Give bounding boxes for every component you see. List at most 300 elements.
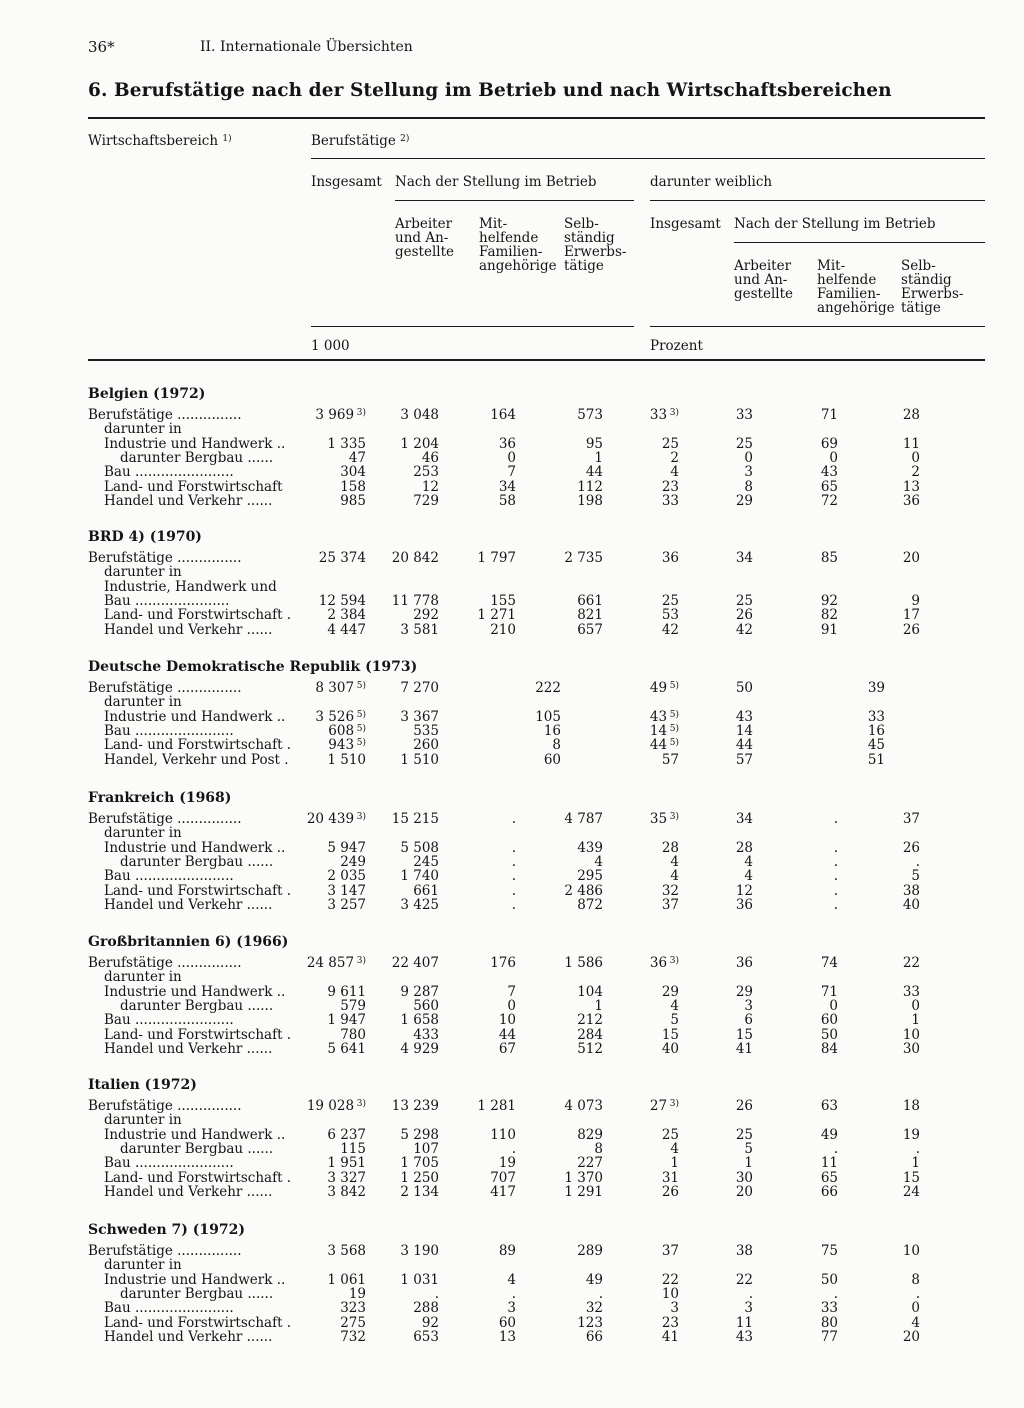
col-w-mithelfende-l2: helfende: [817, 272, 877, 288]
cell-value: 43 $^{5)}$: [649, 708, 679, 725]
cell-value: .: [511, 811, 516, 827]
cell-value: 41: [661, 1328, 679, 1345]
cell-value: 3: [744, 997, 753, 1014]
row-label: Land- und Forstwirtschaft .: [104, 607, 292, 624]
cell-value: 20: [902, 550, 920, 566]
cell-value: .: [833, 1285, 838, 1302]
cell-value: 9 611: [327, 983, 366, 1000]
cell-value: 37: [661, 1243, 679, 1259]
table-row: [0, 855, 1024, 869]
row-label: Bau .......................: [104, 868, 234, 885]
cell-value: 0: [829, 449, 838, 466]
cell-value: 75: [820, 1243, 838, 1259]
cell-value: 25: [661, 1126, 679, 1143]
cell-value: 1 510: [400, 751, 439, 768]
cell-value: 1 250: [400, 1169, 439, 1186]
cell-value: 4: [744, 868, 753, 885]
table-row: [0, 695, 1024, 709]
cell-value: 608 $^{5)}$: [328, 722, 366, 739]
cell-value: 41: [735, 1040, 753, 1057]
table-row: [0, 1128, 1024, 1142]
col-arbeiter-l2: und An-: [395, 230, 449, 246]
cell-value: 29: [735, 983, 753, 1000]
cell-value: 245: [413, 853, 439, 870]
cell-value: 0: [911, 1300, 920, 1317]
cell-value-combined: 33: [867, 708, 885, 725]
cell-value: .: [915, 1285, 920, 1302]
table-row: [0, 1171, 1024, 1185]
cell-value: 985: [340, 492, 366, 509]
table-row: [0, 551, 1024, 565]
cell-value: .: [833, 896, 838, 913]
cell-value: 821: [577, 607, 603, 624]
cell-value: 1: [911, 1012, 920, 1029]
cell-value: 33: [735, 407, 753, 423]
row-label: Industrie und Handwerk ..: [104, 839, 286, 856]
cell-value: 4: [670, 464, 679, 481]
cell-value: 25: [661, 435, 679, 452]
cell-value: 33: [820, 1300, 838, 1317]
cell-value: .: [511, 868, 516, 885]
table-row: [0, 408, 1024, 422]
cell-value: 36: [902, 492, 920, 509]
table-row: [0, 580, 1024, 594]
row-label: darunter in: [104, 1112, 182, 1129]
cell-value: 2 134: [400, 1183, 439, 1200]
cell-value: 1 061: [327, 1271, 366, 1288]
cell-value: 42: [661, 621, 679, 638]
section-title: II. Internationale Übersichten: [200, 39, 413, 55]
cell-value: 2: [670, 449, 679, 466]
cell-value: 4 073: [564, 1098, 603, 1114]
cell-value-combined: 16: [867, 722, 885, 739]
cell-value: 22: [735, 1271, 753, 1288]
cell-value: 212: [577, 1012, 603, 1029]
cell-value: 579: [340, 997, 366, 1014]
row-label: darunter Bergbau ......: [120, 449, 274, 466]
cell-value: 5: [744, 1140, 753, 1157]
cell-value: 42: [735, 621, 753, 638]
cell-value: 89: [498, 1243, 516, 1259]
cell-value: .: [434, 1285, 439, 1302]
cell-value: 50: [820, 1026, 838, 1043]
cell-value: 38: [902, 882, 920, 899]
cell-value: 40: [661, 1040, 679, 1057]
cell-value: 6: [744, 1012, 753, 1029]
cell-value: .: [598, 1285, 603, 1302]
col-berufstaetige-note: 2): [400, 134, 410, 144]
cell-value: 32: [585, 1300, 603, 1317]
cell-value: 3 526 $^{5)}$: [315, 708, 366, 725]
table-row: [0, 898, 1024, 912]
col-selbstaendig-l4: tätige: [564, 258, 604, 274]
cell-value: 19 028 $^{3)}$: [306, 1098, 366, 1114]
cell-value: 29: [661, 983, 679, 1000]
cell-value: 22: [902, 955, 920, 971]
cell-value: 12: [735, 882, 753, 899]
table-row: [0, 985, 1024, 999]
row-label: Industrie und Handwerk ..: [104, 983, 286, 1000]
table-row: [0, 1330, 1024, 1344]
row-label: darunter Bergbau ......: [120, 1140, 274, 1157]
cell-value: .: [511, 1285, 516, 1302]
cell-value: 729: [413, 492, 439, 509]
table-row: [0, 753, 1024, 767]
table-row: [0, 1258, 1024, 1272]
cell-value: 3 048: [400, 407, 439, 423]
cell-value: .: [833, 839, 838, 856]
cell-value: 284: [577, 1026, 603, 1043]
cell-value: 67: [498, 1040, 516, 1057]
cell-value: 47: [348, 449, 366, 466]
table-row: [0, 422, 1024, 436]
cell-value: 4 929: [400, 1040, 439, 1057]
row-label: Bau .......................: [104, 1012, 234, 1029]
row-label: Land- und Forstwirtschaft: [104, 478, 283, 495]
table-row: [0, 841, 1024, 855]
cell-value: 164: [490, 407, 516, 423]
section-heading-row: [0, 1078, 1024, 1092]
cell-value-combined: 8: [552, 737, 561, 754]
cell-value: 26: [735, 607, 753, 624]
row-label: darunter in: [104, 564, 182, 581]
row-label: Bau .......................: [104, 722, 234, 739]
cell-value: .: [511, 839, 516, 856]
cell-value: 5 508: [400, 839, 439, 856]
table-row: [0, 594, 1024, 608]
cell-value: 323: [340, 1300, 366, 1317]
table-row: [0, 1142, 1024, 1156]
cell-value-combined: 51: [867, 751, 885, 768]
cell-value: 17: [902, 607, 920, 624]
cell-value: 1 271: [477, 607, 516, 624]
cell-value: .: [833, 882, 838, 899]
cell-value: 53: [661, 607, 679, 624]
cell-value: 43: [735, 1328, 753, 1345]
cell-value: 71: [820, 983, 838, 1000]
section-heading: Schweden 7) (1972): [88, 1222, 245, 1238]
col-insgesamt: Insgesamt: [311, 174, 382, 190]
row-label: Berufstätige ...............: [88, 550, 242, 566]
cell-value: 34: [735, 550, 753, 566]
row-label: darunter in: [104, 1257, 182, 1274]
cell-value: 3: [744, 1300, 753, 1317]
row-label: Berufstätige ...............: [88, 680, 242, 696]
cell-value: 35 $^{3)}$: [649, 811, 679, 827]
cell-value: 25 374: [318, 550, 366, 566]
cell-value: 4: [911, 1314, 920, 1331]
cell-value: 4: [670, 1140, 679, 1157]
cell-value: 3 327: [327, 1169, 366, 1186]
cell-value: 123: [577, 1314, 603, 1331]
row-label: Land- und Forstwirtschaft .: [104, 882, 292, 899]
cell-value: 23: [661, 478, 679, 495]
cell-value: 249: [340, 853, 366, 870]
cell-value: 26: [902, 839, 920, 856]
cell-value: 4: [670, 853, 679, 870]
table-row: [0, 826, 1024, 840]
col-w-selbstaendig-l4: tätige: [901, 300, 941, 316]
cell-value: 30: [735, 1169, 753, 1186]
cell-value: 1 204: [400, 435, 439, 452]
cell-value: 112: [577, 478, 603, 495]
cell-value: 29: [735, 492, 753, 509]
cell-value: 3: [670, 1300, 679, 1317]
cell-value: 82: [820, 607, 838, 624]
section-heading: Frankreich (1968): [88, 790, 232, 806]
cell-value: 22 407: [391, 955, 439, 971]
cell-value: 20: [735, 1183, 753, 1200]
cell-value: 829: [577, 1126, 603, 1143]
cell-value: 20 439 $^{3)}$: [306, 811, 366, 827]
cell-value: .: [833, 811, 838, 827]
cell-value: 9: [911, 592, 920, 609]
cell-value: 22: [661, 1271, 679, 1288]
cell-value: 14: [735, 722, 753, 739]
cell-value: 13: [902, 478, 920, 495]
cell-value: 4: [594, 853, 603, 870]
cell-value: 115: [340, 1140, 366, 1157]
col-w-arbeiter-l3: gestellte: [734, 286, 794, 302]
cell-value: 27 $^{3)}$: [649, 1098, 679, 1114]
cell-value: 7: [507, 983, 516, 1000]
cell-value: 57: [735, 751, 753, 768]
cell-value: 20: [902, 1328, 920, 1345]
cell-value: 1 740: [400, 868, 439, 885]
row-label: Bau .......................: [104, 1155, 234, 1172]
table-row: [0, 1156, 1024, 1170]
table-row: [0, 869, 1024, 883]
cell-value: .: [511, 1140, 516, 1157]
cell-value: 43: [820, 464, 838, 481]
cell-value: 2 486: [564, 882, 603, 899]
cell-value: 65: [820, 478, 838, 495]
row-label: Handel und Verkehr ......: [104, 1328, 273, 1345]
cell-value-combined: 39: [867, 680, 885, 696]
col-w-nach-stellung: Nach der Stellung im Betrieb: [734, 216, 936, 232]
cell-value: 512: [577, 1040, 603, 1057]
col-w-arbeiter-l2: und An-: [734, 272, 788, 288]
cell-value: 11: [902, 435, 920, 452]
cell-value: 36: [498, 435, 516, 452]
cell-value: 24 857 $^{3)}$: [306, 955, 366, 971]
table-row: [0, 451, 1024, 465]
cell-value: 26: [661, 1183, 679, 1200]
cell-value: 0: [744, 449, 753, 466]
cell-value: .: [748, 1285, 753, 1302]
cell-value: 44: [585, 464, 603, 481]
cell-value: .: [915, 853, 920, 870]
cell-value: 0: [507, 997, 516, 1014]
col-nach-stellung: Nach der Stellung im Betrieb: [395, 174, 597, 190]
table-row: [0, 565, 1024, 579]
cell-value: 36: [661, 550, 679, 566]
cell-value: 57: [661, 751, 679, 768]
cell-value: 84: [820, 1040, 838, 1057]
section-heading-row: [0, 387, 1024, 401]
table-row: [0, 710, 1024, 724]
cell-value: 1 586: [564, 955, 603, 971]
cell-value: 661: [577, 592, 603, 609]
cell-value: 15: [661, 1026, 679, 1043]
table-row: [0, 480, 1024, 494]
cell-value: 1 658: [400, 1012, 439, 1029]
cell-value: 10: [498, 1012, 516, 1029]
unit-pct: Prozent: [650, 338, 703, 354]
cell-value: 28: [902, 407, 920, 423]
cell-value: .: [833, 1140, 838, 1157]
cell-value: .: [833, 853, 838, 870]
cell-value: 0: [507, 449, 516, 466]
row-label: Handel, Verkehr und Post .: [104, 751, 289, 768]
table-row: [0, 1042, 1024, 1056]
row-label: darunter in: [104, 421, 182, 438]
cell-value: 1: [594, 449, 603, 466]
cell-value: 69: [820, 435, 838, 452]
table-row: [0, 623, 1024, 637]
table-row: [0, 1287, 1024, 1301]
cell-value: 36: [735, 896, 753, 913]
cell-value: 1 510: [327, 751, 366, 768]
cell-value: 80: [820, 1314, 838, 1331]
cell-value: 43: [735, 708, 753, 725]
row-label: darunter Bergbau ......: [120, 1285, 274, 1302]
cell-value: .: [511, 896, 516, 913]
cell-value: 732: [340, 1328, 366, 1345]
col-w-mithelfende-l1: Mit-: [817, 258, 846, 274]
cell-value: .: [833, 868, 838, 885]
cell-value: 155: [490, 592, 516, 609]
cell-value: 95: [585, 435, 603, 452]
cell-value: 5 298: [400, 1126, 439, 1143]
cell-value: 560: [413, 997, 439, 1014]
row-label: Berufstätige ...............: [88, 407, 242, 423]
section-heading-row: [0, 935, 1024, 949]
cell-value: 210: [490, 621, 516, 638]
cell-value: 1 281: [477, 1098, 516, 1114]
col-mithelfende-l2: helfende: [479, 230, 539, 246]
cell-value: 433: [413, 1026, 439, 1043]
table-row: [0, 437, 1024, 451]
cell-value: 780: [340, 1026, 366, 1043]
cell-value: 49: [820, 1126, 838, 1143]
cell-value: 0: [911, 449, 920, 466]
cell-value: 573: [577, 407, 603, 423]
row-label: Berufstätige ...............: [88, 811, 242, 827]
cell-value: 227: [577, 1155, 603, 1172]
cell-value: 15 215: [391, 811, 439, 827]
col-arbeiter-l3: gestellte: [395, 244, 455, 260]
cell-value: 19: [498, 1155, 516, 1172]
cell-value: 2 384: [327, 607, 366, 624]
unit-abs: 1 000: [311, 338, 350, 354]
cell-value: 10: [902, 1243, 920, 1259]
cell-value: 707: [490, 1169, 516, 1186]
cell-value: 289: [577, 1243, 603, 1259]
cell-value: 2 035: [327, 868, 366, 885]
cell-value: 1 705: [400, 1155, 439, 1172]
cell-value: 11: [820, 1155, 838, 1172]
cell-value-combined: 16: [543, 722, 561, 739]
cell-value-combined: 105: [535, 708, 561, 725]
row-label: Bau ......................: [104, 592, 230, 609]
cell-value: 1 335: [327, 435, 366, 452]
cell-value: 23: [661, 1314, 679, 1331]
row-label: Industrie und Handwerk ..: [104, 1126, 286, 1143]
cell-value: 72: [820, 492, 838, 509]
cell-value: 32: [661, 882, 679, 899]
col-w-selbstaendig-l2: ständig: [901, 272, 952, 288]
cell-value: 25: [735, 592, 753, 609]
cell-value: 50: [735, 680, 753, 696]
cell-value: 110: [490, 1126, 516, 1143]
col-w-mithelfende-l3: Familien-: [817, 286, 881, 302]
row-label: Handel und Verkehr ......: [104, 621, 273, 638]
col-selbstaendig-l2: ständig: [564, 230, 615, 246]
row-label: darunter Bergbau ......: [120, 997, 274, 1014]
cell-value: 65: [820, 1169, 838, 1186]
cell-value: 30: [902, 1040, 920, 1057]
cell-value: 25: [661, 592, 679, 609]
cell-value: 19: [348, 1285, 366, 1302]
col-wirtschaftsbereich-text: Wirtschaftsbereich: [88, 133, 219, 149]
cell-value: 34: [735, 811, 753, 827]
section-heading: Deutsche Demokratische Republik (1973): [88, 659, 418, 675]
cell-value: 535: [413, 722, 439, 739]
col-arbeiter-l1: Arbeiter: [395, 216, 453, 232]
cell-value: 37: [902, 811, 920, 827]
cell-value: 37: [661, 896, 679, 913]
cell-value: 15: [735, 1026, 753, 1043]
table-row: [0, 724, 1024, 738]
cell-value: 11 778: [391, 592, 439, 609]
cell-value: 60: [820, 1012, 838, 1029]
cell-value: 77: [820, 1328, 838, 1345]
table-row: [0, 1013, 1024, 1027]
cell-value: 943 $^{5)}$: [328, 737, 366, 754]
col-w-insgesamt: Insgesamt: [650, 216, 721, 232]
cell-value: 288: [413, 1300, 439, 1317]
cell-value: 3: [744, 464, 753, 481]
cell-value-combined: 222: [535, 680, 561, 696]
cell-value: 92: [820, 592, 838, 609]
cell-value: 1: [594, 997, 603, 1014]
cell-value: 3 842: [327, 1183, 366, 1200]
cell-value: 872: [577, 896, 603, 913]
section-heading-row: [0, 530, 1024, 544]
row-label: Handel und Verkehr ......: [104, 1040, 273, 1057]
row-label: Bau .......................: [104, 1300, 234, 1317]
section-heading: BRD 4) (1970): [88, 529, 202, 545]
cell-value: 1: [911, 1155, 920, 1172]
cell-value: 3 568: [327, 1243, 366, 1259]
col-w-selbstaendig-l1: Selb-: [901, 258, 936, 274]
col-wirtschaftsbereich-note: 1): [222, 134, 232, 144]
cell-value-combined: 60: [543, 751, 561, 768]
table-row: [0, 956, 1024, 970]
table-row: [0, 1185, 1024, 1199]
row-label: Industrie, Handwerk und: [104, 578, 277, 595]
cell-value: 36 $^{3)}$: [649, 955, 679, 971]
cell-value: 176: [490, 955, 516, 971]
row-label: darunter Bergbau ......: [120, 853, 274, 870]
cell-value: 104: [577, 983, 603, 1000]
cell-value: 292: [413, 607, 439, 624]
cell-value: 304: [340, 464, 366, 481]
table-row: [0, 1273, 1024, 1287]
cell-value: 66: [820, 1183, 838, 1200]
row-label: Industrie und Handwerk ..: [104, 708, 286, 725]
